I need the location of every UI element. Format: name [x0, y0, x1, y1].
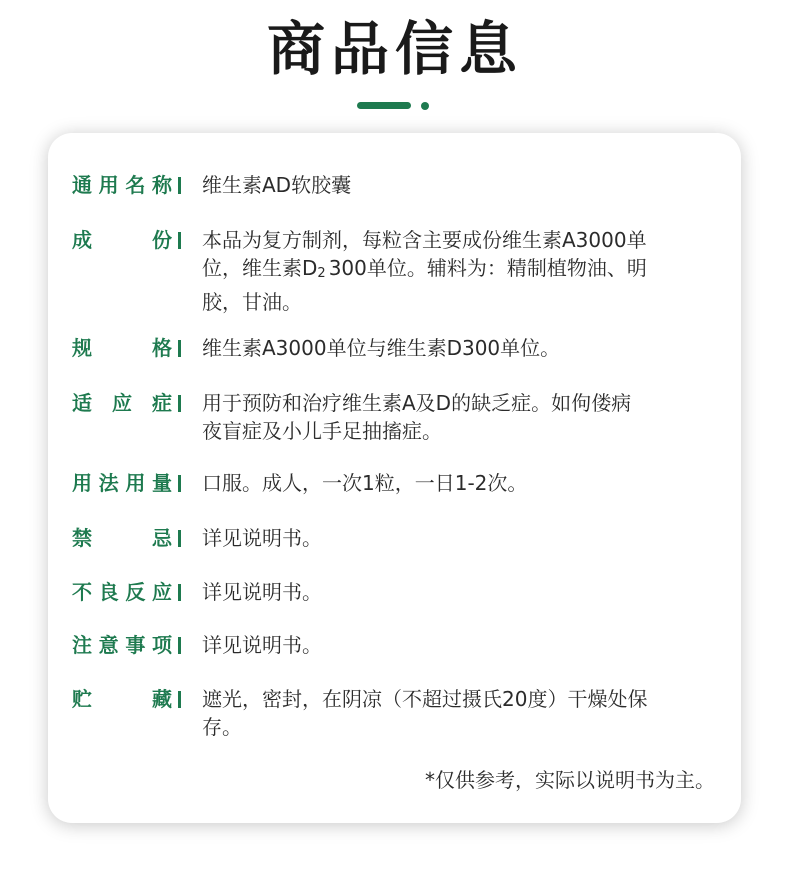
value-line: 本品为复方制剂，每粒含主要成份维生素A3000单 [202, 228, 647, 252]
info-value [202, 631, 722, 659]
value-line: 口服。成人，一次1粒，一日1-2次。 [202, 471, 528, 495]
label-separator [178, 232, 181, 249]
info-label: 通用名称 [72, 173, 172, 197]
label-separator [178, 395, 181, 412]
label-separator [178, 637, 181, 654]
value-line: 夜盲症及小儿手足抽搐症。 [202, 419, 442, 443]
info-value [202, 389, 722, 445]
value-line: 详见说明书。 [202, 580, 322, 604]
info-value [202, 578, 722, 606]
info-label: 贮藏 [72, 687, 172, 711]
info-label: 规格 [72, 336, 172, 360]
info-label: 适应症 [72, 391, 172, 415]
value-line: 维生素A3000单位与维生素D300单位。 [202, 336, 561, 360]
info-label: 用法用量 [72, 471, 172, 495]
value-line: 详见说明书。 [202, 526, 322, 550]
value-line: 300单位。辅料为：精制植物油、明 [328, 256, 647, 280]
label-separator [178, 475, 181, 492]
page-title: 商品信息 [266, 15, 523, 83]
title-underline-bar [357, 102, 411, 109]
value-line: 详见说明书。 [202, 633, 322, 657]
value-line: 遮光，密封，在阴凉（不超过摄氏20度）干燥处保 [202, 687, 648, 711]
info-value [202, 334, 722, 362]
value-line: 用于预防和治疗维生素A及D的缺乏症。如佝偻病 [202, 391, 632, 415]
info-value [202, 171, 722, 199]
label-separator [178, 530, 181, 547]
info-value [202, 226, 722, 316]
value-line: 位，维生素D [202, 256, 318, 280]
info-label: 成份 [72, 228, 172, 252]
value-line: 维生素AD软胶囊 [202, 173, 352, 197]
disclaimer-note: *仅供参考，实际以说明书为主。 [425, 768, 715, 792]
title-underline-dot [421, 102, 429, 110]
info-label: 注意事项 [72, 633, 172, 657]
info-value [202, 469, 722, 497]
value-line: 存。 [202, 715, 242, 739]
label-separator [178, 340, 181, 357]
label-separator [178, 584, 181, 601]
info-value [202, 524, 722, 552]
info-label: 不良反应 [72, 580, 172, 604]
label-separator [178, 177, 181, 194]
product-info-card [48, 133, 741, 823]
info-label: 禁忌 [72, 526, 172, 550]
subscript-text: 2 [317, 266, 326, 281]
info-value [202, 685, 722, 741]
label-separator [178, 691, 181, 708]
value-line: 胶，甘油。 [202, 290, 302, 314]
